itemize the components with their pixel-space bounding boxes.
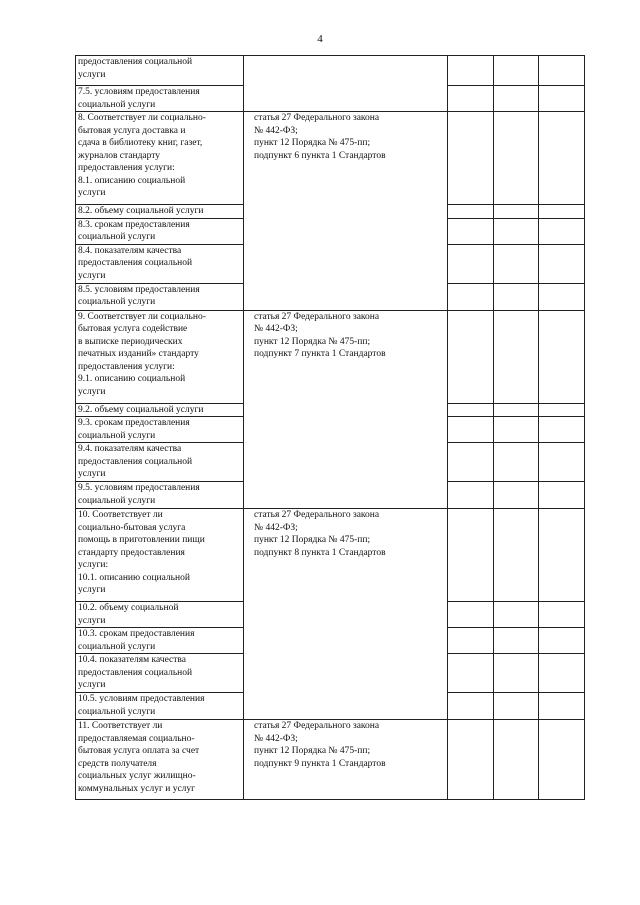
legal-basis-cell bbox=[244, 112, 448, 311]
table-row bbox=[76, 310, 585, 403]
answer-no-cell[interactable] bbox=[494, 205, 539, 219]
criterion-text: 8.3. срокам предоставления bbox=[78, 219, 190, 230]
answer-na-cell[interactable] bbox=[539, 482, 585, 509]
table-row bbox=[76, 509, 585, 602]
criterion-text: предоставления услуги: bbox=[78, 163, 175, 173]
criterion-text: 10.3. срокам предоставления bbox=[78, 629, 195, 639]
criterion-text: бытовая услуга доставка и bbox=[78, 125, 186, 136]
table-row bbox=[76, 720, 585, 800]
criterion-text: 10.5. условиям предоставления bbox=[78, 694, 205, 704]
answer-na-cell[interactable] bbox=[539, 205, 585, 219]
criterion-cell bbox=[76, 112, 244, 205]
answer-yes-cell[interactable] bbox=[448, 443, 494, 482]
criterion-text: 8.4. показателям качества bbox=[78, 245, 182, 256]
answer-na-cell[interactable] bbox=[539, 283, 585, 310]
legal-basis-cell bbox=[244, 310, 448, 509]
criterion-cell bbox=[76, 205, 244, 219]
criterion-cell bbox=[76, 244, 244, 283]
legal-basis-cell bbox=[244, 56, 448, 112]
answer-yes-cell[interactable] bbox=[448, 218, 494, 244]
criterion-text: социальной услуги bbox=[78, 495, 156, 506]
legal-basis-text: пункт 12 Порядка № 475-пп; bbox=[254, 336, 371, 347]
legal-basis-text: статья 27 Федерального закона bbox=[254, 721, 380, 731]
legal-basis-text: № 442-ФЗ; bbox=[254, 733, 298, 744]
criterion-text: 9.5. условиям предоставления bbox=[78, 483, 200, 493]
legal-basis-text: подпункт 8 пункта 1 Стандартов bbox=[254, 547, 386, 558]
criterion-cell bbox=[76, 509, 244, 602]
criterion-cell bbox=[76, 403, 244, 417]
criterion-text: 8.5. условиям предоставления bbox=[78, 284, 200, 295]
legal-basis-text: пункт 12 Порядка № 475-пп; bbox=[254, 535, 371, 545]
legal-basis-text: подпункт 9 пункта 1 Стандартов bbox=[254, 758, 386, 769]
answer-yes-cell[interactable] bbox=[448, 417, 494, 443]
answer-no-cell[interactable] bbox=[494, 56, 539, 86]
criterion-text: печатных изданий» стандарту bbox=[78, 349, 199, 359]
answer-no-cell[interactable] bbox=[494, 443, 539, 482]
criterion-text: 9.4. показателям качества bbox=[78, 444, 182, 454]
criterion-text: услуги bbox=[78, 469, 106, 479]
answer-na-cell[interactable] bbox=[539, 720, 585, 800]
criterion-text: услуги bbox=[78, 69, 106, 80]
criterion-text: предоставления социальной bbox=[78, 258, 193, 268]
table-row bbox=[76, 56, 585, 86]
answer-yes-cell[interactable] bbox=[448, 244, 494, 283]
answer-na-cell[interactable] bbox=[539, 417, 585, 443]
criterion-text: услуги bbox=[78, 188, 106, 198]
answer-na-cell[interactable] bbox=[539, 218, 585, 244]
answer-na-cell[interactable] bbox=[539, 602, 585, 628]
criterion-text: социальной услуги bbox=[78, 99, 156, 110]
criterion-cell bbox=[76, 283, 244, 310]
answer-na-cell[interactable] bbox=[539, 443, 585, 482]
criterion-text: коммунальных услуг и услуг bbox=[78, 783, 196, 794]
legal-basis-cell bbox=[244, 509, 448, 720]
criterion-text: социальной услуги bbox=[78, 430, 156, 441]
criterion-text: услуги bbox=[78, 270, 106, 281]
answer-no-cell[interactable] bbox=[494, 693, 539, 720]
criterion-cell bbox=[76, 693, 244, 720]
criterion-text: предоставления социальной bbox=[78, 667, 193, 678]
criterion-text: предоставления социальной bbox=[78, 57, 193, 67]
criterion-text: 9. Соответствует ли социально- bbox=[78, 311, 206, 322]
answer-no-cell[interactable] bbox=[494, 417, 539, 443]
criterion-text: предоставления социальной bbox=[78, 456, 193, 467]
criterion-text: средств получателя bbox=[78, 758, 157, 769]
criterion-text: услуги bbox=[78, 386, 106, 397]
answer-na-cell[interactable] bbox=[539, 56, 585, 86]
answer-no-cell[interactable] bbox=[494, 86, 539, 112]
criterion-text: бытовая услуга оплата за счет bbox=[78, 746, 200, 756]
answer-yes-cell[interactable] bbox=[448, 56, 494, 86]
criterion-text: социальных услуг жилищно- bbox=[78, 771, 196, 781]
criterion-text: сдача в библиотеку книг, газет, bbox=[78, 138, 203, 148]
answer-no-cell[interactable] bbox=[494, 482, 539, 509]
checklist-body bbox=[76, 56, 585, 800]
legal-basis-text: подпункт 6 пункта 1 Стандартов bbox=[254, 150, 386, 161]
answer-na-cell[interactable] bbox=[539, 403, 585, 417]
answer-no-cell[interactable] bbox=[494, 602, 539, 628]
answer-yes-cell[interactable] bbox=[448, 310, 494, 403]
criterion-text: бытовая услуга содействие bbox=[78, 324, 188, 334]
criterion-text: 10.1. описанию социальной bbox=[78, 572, 190, 583]
criterion-text: 10.2. объему социальной bbox=[78, 603, 179, 613]
criterion-text: 10.4. показателям качества bbox=[78, 655, 186, 665]
criterion-text: социальной услуги bbox=[78, 232, 156, 242]
legal-basis-text: статья 27 Федерального закона bbox=[254, 311, 380, 322]
answer-yes-cell[interactable] bbox=[448, 602, 494, 628]
criterion-cell bbox=[76, 417, 244, 443]
answer-no-cell[interactable] bbox=[494, 509, 539, 602]
legal-basis-cell bbox=[244, 720, 448, 800]
answer-no-cell[interactable] bbox=[494, 720, 539, 800]
criterion-cell bbox=[76, 218, 244, 244]
criterion-text: 8.2. объему социальной услуги bbox=[78, 206, 204, 216]
criterion-text: стандарту предоставления bbox=[78, 547, 185, 558]
table-row bbox=[76, 112, 585, 205]
answer-yes-cell[interactable] bbox=[448, 509, 494, 602]
answer-yes-cell[interactable] bbox=[448, 720, 494, 800]
criterion-text: 9.2. объему социальной услуги bbox=[78, 404, 204, 415]
criterion-text: в выписке периодических bbox=[78, 336, 183, 347]
criterion-text: 10. Соответствует ли bbox=[78, 510, 163, 520]
answer-yes-cell[interactable] bbox=[448, 403, 494, 417]
answer-no-cell[interactable] bbox=[494, 654, 539, 693]
answer-na-cell[interactable] bbox=[539, 628, 585, 654]
criterion-text: помощь в приготовлении пищи bbox=[78, 535, 205, 545]
answer-no-cell[interactable] bbox=[494, 112, 539, 205]
criterion-cell bbox=[76, 86, 244, 112]
criterion-text: услуги bbox=[78, 680, 106, 690]
criterion-text: 7.5. условиям предоставления bbox=[78, 87, 200, 97]
answer-no-cell[interactable] bbox=[494, 218, 539, 244]
answer-no-cell[interactable] bbox=[494, 244, 539, 283]
answer-yes-cell[interactable] bbox=[448, 283, 494, 310]
answer-no-cell[interactable] bbox=[494, 403, 539, 417]
criterion-text: услуги bbox=[78, 585, 106, 595]
answer-na-cell[interactable] bbox=[539, 244, 585, 283]
legal-basis-text: № 442-ФЗ; bbox=[254, 324, 298, 334]
answer-na-cell[interactable] bbox=[539, 310, 585, 403]
criterion-text: услуги: bbox=[78, 560, 109, 570]
criterion-cell bbox=[76, 56, 244, 86]
answer-yes-cell[interactable] bbox=[448, 86, 494, 112]
criterion-text: предоставления услуги: bbox=[78, 361, 175, 372]
criterion-text: социальной услуги bbox=[78, 706, 156, 717]
answer-na-cell[interactable] bbox=[539, 112, 585, 205]
answer-yes-cell[interactable] bbox=[448, 693, 494, 720]
criterion-text: социальной услуги bbox=[78, 297, 156, 307]
answer-no-cell[interactable] bbox=[494, 628, 539, 654]
criterion-text: предоставляемая социально- bbox=[78, 733, 195, 744]
criterion-cell bbox=[76, 310, 244, 403]
legal-basis-text: пункт 12 Порядка № 475-пп; bbox=[254, 138, 371, 148]
answer-na-cell[interactable] bbox=[539, 693, 585, 720]
legal-basis-text: подпункт 7 пункта 1 Стандартов bbox=[254, 349, 386, 359]
criterion-text: социально-бытовая услуга bbox=[78, 522, 186, 533]
criterion-text: 8.1. описанию социальной bbox=[78, 175, 186, 186]
legal-basis-text: пункт 12 Порядка № 475-пп; bbox=[254, 746, 371, 756]
criterion-cell bbox=[76, 628, 244, 654]
criterion-text: 11. Соответствует ли bbox=[78, 721, 163, 731]
criterion-text: 9.1. описанию социальной bbox=[78, 374, 186, 384]
criterion-cell bbox=[76, 602, 244, 628]
criterion-text: услуги bbox=[78, 615, 106, 626]
checklist-table bbox=[75, 55, 585, 800]
criterion-text: журналов стандарту bbox=[78, 150, 161, 161]
criterion-cell bbox=[76, 482, 244, 509]
criterion-text: 8. Соответствует ли социально- bbox=[78, 113, 206, 123]
answer-na-cell[interactable] bbox=[539, 509, 585, 602]
legal-basis-text: статья 27 Федерального закона bbox=[254, 510, 380, 520]
answer-na-cell[interactable] bbox=[539, 86, 585, 112]
legal-basis-text: статья 27 Федерального закона bbox=[254, 113, 380, 123]
answer-na-cell[interactable] bbox=[539, 654, 585, 693]
page-number: 4 bbox=[317, 33, 323, 45]
criterion-text: 9.3. срокам предоставления bbox=[78, 418, 190, 428]
answer-yes-cell[interactable] bbox=[448, 205, 494, 219]
criterion-cell bbox=[76, 654, 244, 693]
legal-basis-text: № 442-ФЗ; bbox=[254, 125, 298, 136]
criterion-text: социальной услуги bbox=[78, 641, 156, 652]
answer-no-cell[interactable] bbox=[494, 310, 539, 403]
answer-yes-cell[interactable] bbox=[448, 628, 494, 654]
legal-basis-text: № 442-ФЗ; bbox=[254, 522, 298, 533]
criterion-cell bbox=[76, 443, 244, 482]
answer-yes-cell[interactable] bbox=[448, 482, 494, 509]
answer-no-cell[interactable] bbox=[494, 283, 539, 310]
criterion-cell bbox=[76, 720, 244, 800]
answer-yes-cell[interactable] bbox=[448, 654, 494, 693]
answer-yes-cell[interactable] bbox=[448, 112, 494, 205]
